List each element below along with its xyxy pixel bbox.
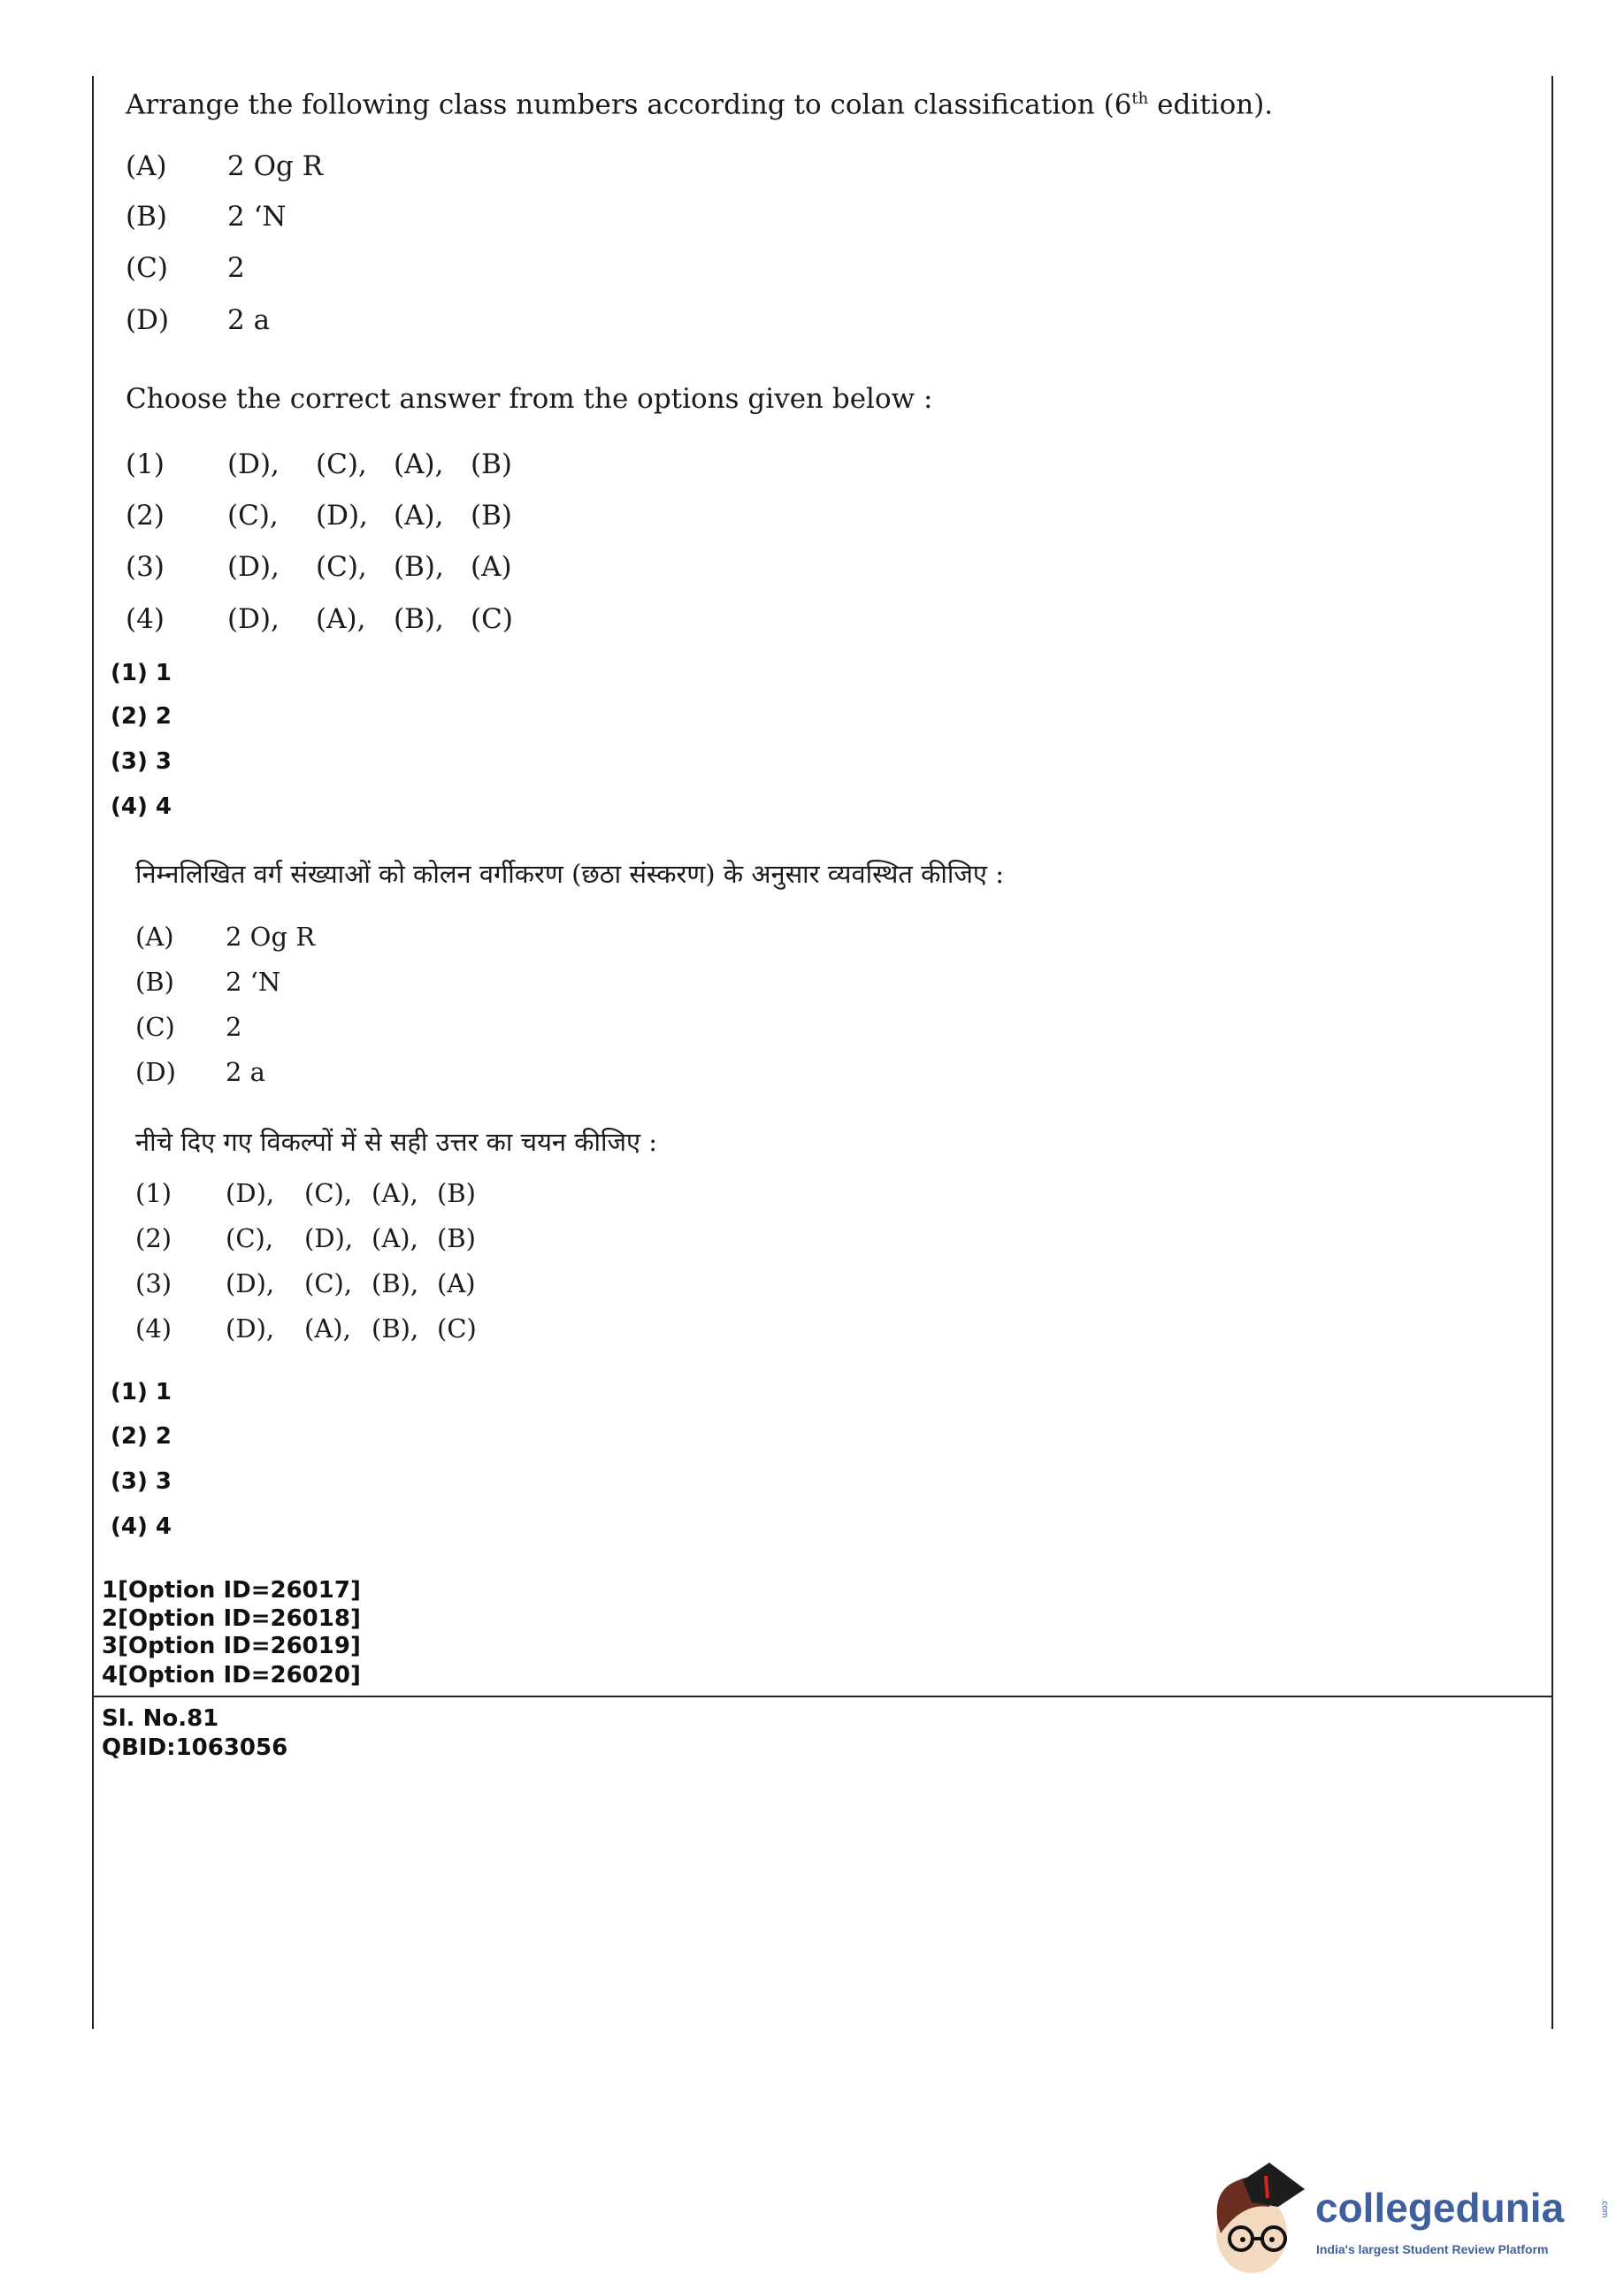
question-divider xyxy=(92,1696,1553,1697)
option-sequence-item: (B), xyxy=(394,603,444,635)
item-label: (C) xyxy=(135,1012,175,1042)
item-label: (D) xyxy=(126,304,170,336)
question-end: edition). xyxy=(1148,88,1274,121)
option-sequence-item: (A), xyxy=(372,1178,418,1208)
option-sequence-item: (D), xyxy=(227,603,280,635)
mascot-icon xyxy=(1207,2154,1314,2278)
question-main: Arrange the following class numbers according to colan classification (6 xyxy=(126,88,1132,121)
option-sequence-item: (D), xyxy=(227,448,280,480)
option-sequence-item: (C), xyxy=(227,500,279,532)
option-id: 1[Option ID=26017] xyxy=(102,1577,361,1604)
item-value: 2 Og R xyxy=(227,150,324,182)
option-sequence-item: (C), xyxy=(304,1178,353,1208)
option-number: (4) xyxy=(126,603,165,635)
option-number: (3) xyxy=(126,551,165,583)
item-label: (D) xyxy=(135,1057,176,1087)
option-sequence-item: (D), xyxy=(226,1268,275,1298)
option-sequence-item: (B), xyxy=(372,1268,419,1298)
serial-number: Sl. No.81 xyxy=(102,1705,219,1732)
logo-brand: collegedunia xyxy=(1315,2185,1565,2231)
qbid: QBID:1063056 xyxy=(102,1734,288,1761)
item-label: (A) xyxy=(126,150,167,182)
option-sequence-item: (B) xyxy=(437,1223,476,1253)
logo-domain: .com xyxy=(1599,2198,1610,2218)
item-value: 2 a xyxy=(226,1057,265,1087)
option-sequence-item: (C), xyxy=(316,551,367,583)
option-sequence-item: (D), xyxy=(316,500,368,532)
option-number: (2) xyxy=(135,1223,172,1253)
answer-choice: (4) 4 xyxy=(111,793,172,820)
answer-choice: (1) 1 xyxy=(111,660,172,686)
option-sequence-item: (B) xyxy=(471,448,512,480)
option-sequence-item: (A), xyxy=(316,603,366,635)
option-sequence-item: (A) xyxy=(471,551,512,583)
option-sequence-item: (C), xyxy=(304,1268,353,1298)
page-border-left xyxy=(92,76,94,2029)
option-sequence-item: (B), xyxy=(394,551,444,583)
page-border-right xyxy=(1551,76,1553,2029)
option-sequence-item: (C) xyxy=(437,1313,477,1344)
item-label: (A) xyxy=(135,922,174,952)
instruction-hindi: नीचे दिए गए विकल्पों में से सही उत्तर का चयन कीजिए : xyxy=(135,1127,658,1157)
item-label: (B) xyxy=(135,967,174,997)
question-text-hindi: निम्नलिखित वर्ग संख्याओं को कोलन वर्गीकरण (छठा संस्करण) के अनुसार व्यवस्थित कीजिए : xyxy=(135,859,1004,889)
option-sequence-item: (A), xyxy=(304,1313,351,1344)
item-value: 2 xyxy=(227,252,245,284)
option-sequence-item: (C), xyxy=(316,448,367,480)
answer-choice: (4) 4 xyxy=(111,1513,172,1540)
option-sequence-item: (C) xyxy=(471,603,513,635)
option-id: 2[Option ID=26018] xyxy=(102,1605,361,1632)
item-label: (C) xyxy=(126,252,168,284)
option-sequence-item: (B), xyxy=(372,1313,419,1344)
question-text-english xyxy=(126,83,1273,120)
item-value: 2 ‘N xyxy=(226,967,281,997)
option-sequence-item: (A) xyxy=(437,1268,476,1298)
option-sequence-item: (B) xyxy=(437,1178,476,1208)
logo-tagline: India's largest Student Review Platform xyxy=(1316,2242,1549,2256)
answer-choice: (3) 3 xyxy=(111,748,172,775)
option-number: (4) xyxy=(135,1313,172,1344)
question-sup: th xyxy=(1131,89,1149,108)
option-id: 4[Option ID=26020] xyxy=(102,1662,361,1689)
answer-choice: (2) 2 xyxy=(111,1423,172,1450)
answer-choice: (3) 3 xyxy=(111,1468,172,1495)
item-value: 2 a xyxy=(227,304,271,336)
collegedunia-logo xyxy=(1207,2154,1619,2278)
option-number: (1) xyxy=(126,448,165,480)
option-sequence-item: (D), xyxy=(226,1313,275,1344)
option-number: (2) xyxy=(126,500,165,532)
option-sequence-item: (D), xyxy=(227,551,280,583)
option-sequence-item: (A), xyxy=(372,1223,418,1253)
option-sequence-item: (D), xyxy=(304,1223,354,1253)
item-value: 2 ‘N xyxy=(227,201,287,233)
option-number: (1) xyxy=(135,1178,172,1208)
instruction-english: Choose the correct answer from the options given below : xyxy=(126,383,933,415)
option-sequence-item: (A), xyxy=(394,448,444,480)
option-sequence-item: (B) xyxy=(471,500,512,532)
item-value: 2 Og R xyxy=(226,922,316,952)
answer-choice: (2) 2 xyxy=(111,703,172,730)
item-label: (B) xyxy=(126,201,167,233)
answer-choice: (1) 1 xyxy=(111,1379,172,1405)
option-sequence-item: (C), xyxy=(226,1223,274,1253)
option-sequence-item: (D), xyxy=(226,1178,275,1208)
option-sequence-item: (A), xyxy=(394,500,444,532)
option-id: 3[Option ID=26019] xyxy=(102,1633,361,1659)
item-value: 2 xyxy=(226,1012,242,1042)
option-number: (3) xyxy=(135,1268,172,1298)
